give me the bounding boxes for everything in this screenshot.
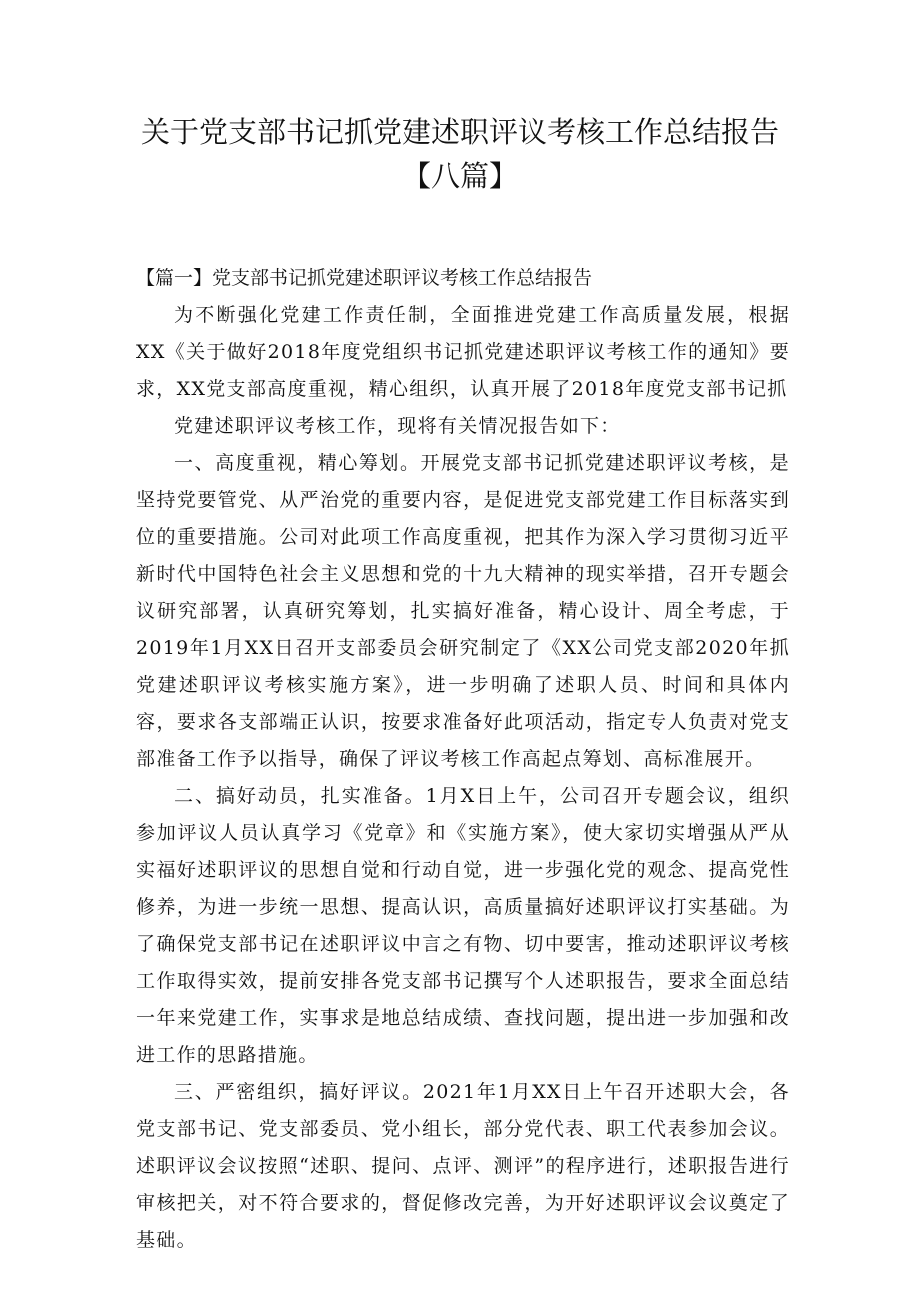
- paragraph-section-one: 一、高度重视，精心筹划。开展党支部书记抓党建述职评议考核，是坚持党要管党、从严治党的重要内容，是促进党支部党建工作目标落实到位的重要措施。公司对此项工作高度重视，把其作为深入学习贯彻习近平新时代中国特色社会主义思想和党的十九大精神的现实举措，召开专题会议研究部署，认真研究筹划，扎实搞好准备，精心设计、周全考虑，于2019年1月XX日召开支部委员会研究制定了《XX公司党支部2020年抓党建述职评议考核实施方案》，进一步明确了述职人员、时间和具体内容，要求各支部端正认识，按要求准备好此项活动，指定专人负责对党支部准备工作予以指导，确保了评议考核工作高起点筹划、高标准展开。: [136, 452, 790, 770]
- paragraph-intro-continued: 党建述职评议考核工作，现将有关情况报告如下：: [174, 415, 621, 437]
- section-heading: 【篇一】党支部书记抓党建述职评议考核工作总结报告: [136, 267, 593, 289]
- paragraph-intro: 为不断强化党建工作责任制，全面推进党建工作高质量发展，根据XX《关于做好2018年度党组织书记抓党建述职评议考核工作的通知》要求，XX党支部高度重视，精心组织，认真开展了2018年度党支部书记抓: [136, 304, 790, 400]
- document-title: 关于党支部书记抓党建述职评议考核工作总结报告【八篇】: [140, 115, 779, 193]
- document-body: [136, 260, 790, 1259]
- paragraph-section-two: 二、搞好动员，扎实准备。1月X日上午，公司召开专题会议，组织参加评议人员认真学习《党章》和《实施方案》，使大家切实增强从严从实福好述职评议的思想自觉和行动自觉，进一步强化党的观念、提高党性修养，为进一步统一思想、提高认识，高质量搞好述职评议打实基础。为了确保党支部书记在述职评议中言之有物、切中要害，推动述职评议考核工作取得实效，提前安排各党支部书记撰写个人述职报告，要求全面总结一年来党建工作，实事求是地总结成绩、查找问题，提出进一步加强和改进工作的思路措施。: [136, 785, 790, 1066]
- paragraph-section-three: 三、严密组织，搞好评议。2021年1月XX日上午召开述职大会，各党支部书记、党支部委员、党小组长，部分党代表、职工代表参加会议。述职评议会议按照“述职、提问、点评、测评”的程序进行，述职报告进行审核把关，对不符合要求的，督促修改完善，为开好述职评议会议奠定了基础。: [136, 1081, 790, 1251]
